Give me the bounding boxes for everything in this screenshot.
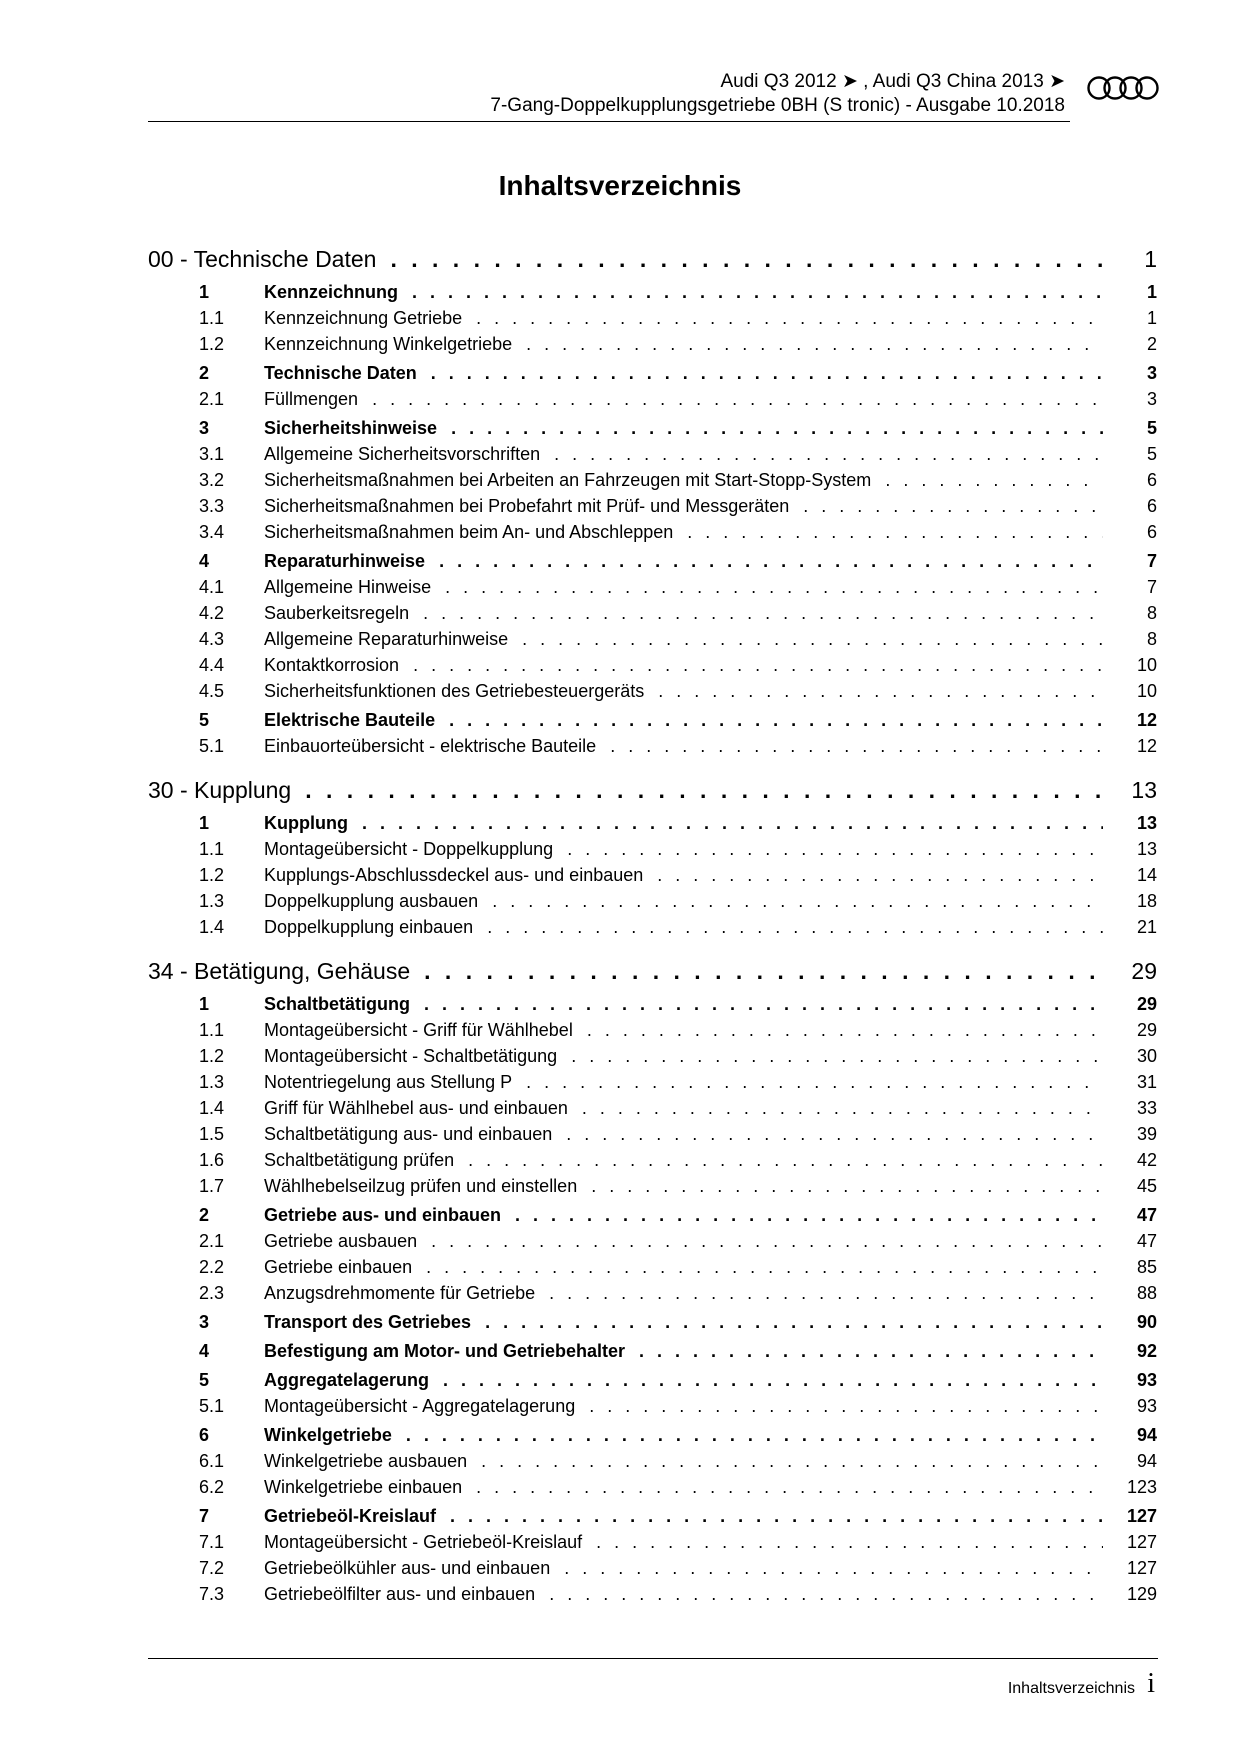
toc-entry-number: 2.1 xyxy=(199,389,225,409)
toc-entry-number: 1.1 xyxy=(199,839,225,859)
toc-entry-page: 6 xyxy=(1146,470,1157,490)
toc-entry-number: 1.3 xyxy=(199,891,225,911)
toc-dot-leader xyxy=(587,1017,1103,1043)
toc-entry-title: Allgemeine Sicherheitsvorschriften xyxy=(264,444,541,464)
toc-dot-leader xyxy=(591,1173,1103,1199)
toc-dot-leader xyxy=(390,242,1103,276)
toc-entry-number: 1.5 xyxy=(199,1124,225,1144)
chapter-gap xyxy=(148,759,1157,769)
toc-sect2-entry[interactable] xyxy=(148,1555,1157,1581)
toc-entry-number: 1.3 xyxy=(199,1072,225,1092)
toc-entry-number: 6.2 xyxy=(199,1477,225,1497)
toc-dot-leader xyxy=(443,1367,1103,1393)
toc-sect2-entry[interactable] xyxy=(148,914,1157,940)
toc-entry-number: 2.2 xyxy=(199,1257,225,1277)
toc-entry-title: Anzugsdrehmomente für Getriebe xyxy=(264,1283,536,1303)
toc-dot-leader xyxy=(481,1448,1103,1474)
header-vehicle-line: Audi Q3 2012 ➤ , Audi Q3 China 2013 ➤ xyxy=(720,71,1065,92)
toc-dot-leader xyxy=(492,888,1103,914)
toc-entry-title: Winkelgetriebe xyxy=(264,1425,392,1445)
toc-entry-title: Sauberkeitsregeln xyxy=(264,603,410,623)
toc-sect1-entry[interactable] xyxy=(148,1202,1157,1228)
toc-sect2-entry[interactable] xyxy=(148,467,1157,493)
toc-chapter-entry[interactable] xyxy=(148,773,1157,807)
toc-entry-page: 8 xyxy=(1146,629,1157,649)
toc-sect2-entry[interactable] xyxy=(148,626,1157,652)
toc-dot-leader xyxy=(406,1422,1103,1448)
toc-entry-page: 127 xyxy=(1126,1558,1157,1578)
toc-sect2-entry[interactable] xyxy=(148,1069,1157,1095)
toc-entry-page: 85 xyxy=(1136,1257,1157,1277)
toc-entry-page: 10 xyxy=(1136,681,1157,701)
toc-sect2-entry[interactable] xyxy=(148,836,1157,862)
toc-dot-leader xyxy=(424,954,1103,988)
toc-entry-page: 1 xyxy=(1146,282,1157,302)
toc-dot-leader xyxy=(526,331,1103,357)
toc-entry-title: Befestigung am Motor- und Getriebehalter xyxy=(264,1341,626,1361)
toc-entry-title: Montageübersicht - Schaltbetätigung xyxy=(264,1046,558,1066)
toc-chapter-entry[interactable] xyxy=(148,954,1157,988)
toc-dot-leader xyxy=(372,386,1103,412)
toc-entry-number: 7.1 xyxy=(199,1532,225,1552)
toc-entry-page: 12 xyxy=(1136,710,1157,730)
toc-entry-number: 4.2 xyxy=(199,603,225,623)
footer-label: Inhaltsverzeichnis xyxy=(1007,1680,1135,1697)
toc-entry-page: 47 xyxy=(1136,1205,1157,1225)
toc-dot-leader xyxy=(476,1474,1103,1500)
toc-entry-title: Allgemeine Hinweise xyxy=(264,577,432,597)
toc-sect1-entry[interactable] xyxy=(148,1422,1157,1448)
toc-sect1-entry[interactable] xyxy=(148,1309,1157,1335)
toc-entry-page: 39 xyxy=(1136,1124,1157,1144)
toc-entry-number: 4 xyxy=(199,551,210,571)
toc-entry-number: 5.1 xyxy=(199,1396,225,1416)
toc-entry-title: Kontaktkorrosion xyxy=(264,655,400,675)
toc-entry-number: 1 xyxy=(199,282,210,302)
toc-entry-number: 5.1 xyxy=(199,736,225,756)
toc-dot-leader xyxy=(476,305,1103,331)
toc-dot-leader xyxy=(412,279,1103,305)
toc-sect2-entry[interactable] xyxy=(148,652,1157,678)
toc-entry-number: 1.7 xyxy=(199,1176,225,1196)
toc-entry-title: Doppelkupplung ausbauen xyxy=(264,891,479,911)
toc-chapter-entry[interactable] xyxy=(148,242,1157,276)
footer-divider xyxy=(148,1658,1158,1659)
toc-entry-title: Montageübersicht - Aggregatelagerung xyxy=(264,1396,576,1416)
toc-sect2-entry[interactable] xyxy=(148,493,1157,519)
toc-dot-leader xyxy=(468,1147,1103,1173)
toc-sect2-entry[interactable] xyxy=(148,574,1157,600)
toc-entry-title: Getriebeölfilter aus- und einbauen xyxy=(264,1584,536,1604)
toc-dot-leader xyxy=(515,1202,1103,1228)
toc-entry-title: Sicherheitsmaßnahmen bei Probefahrt mit Prüf- und Messgeräten xyxy=(264,496,790,516)
toc-entry-number: 4 xyxy=(199,1341,210,1361)
toc-sect1-entry[interactable] xyxy=(148,548,1157,574)
toc-sect2-entry[interactable] xyxy=(148,441,1157,467)
toc-entry-page: 94 xyxy=(1136,1451,1157,1471)
toc-dot-leader xyxy=(439,548,1103,574)
toc-sect1-entry[interactable] xyxy=(148,707,1157,733)
footer-page-number: i xyxy=(1147,1668,1155,1699)
toc-sect1-entry[interactable] xyxy=(148,415,1157,441)
toc-entry-number: 3 xyxy=(199,1312,210,1332)
toc-sect1-entry[interactable] xyxy=(148,279,1157,305)
toc-entry-number: 3.4 xyxy=(199,522,225,542)
toc-sect2-entry[interactable] xyxy=(148,678,1157,704)
toc-entry-number: 1.2 xyxy=(199,334,225,354)
toc-entry-title: Sicherheitshinweise xyxy=(264,418,438,438)
toc-dot-leader xyxy=(424,991,1103,1017)
toc-entry-page: 90 xyxy=(1136,1312,1157,1332)
toc-entry-page: 6 xyxy=(1146,522,1157,542)
toc-dot-leader xyxy=(526,1069,1103,1095)
toc-sect1-entry[interactable] xyxy=(148,991,1157,1017)
toc-entry-title: Schaltbetätigung xyxy=(264,994,411,1014)
toc-entry-title: Montageübersicht - Getriebeöl-Kreislauf xyxy=(264,1532,583,1552)
toc-dot-leader xyxy=(567,836,1103,862)
toc-entry-title: Einbauorteübersicht - elektrische Bauteile xyxy=(264,736,597,756)
toc-dot-leader xyxy=(413,652,1103,678)
header-divider xyxy=(148,121,1070,122)
toc-dot-leader xyxy=(487,914,1103,940)
toc-entry-number: 1 xyxy=(199,994,210,1014)
toc-entry-page: 7 xyxy=(1146,577,1157,597)
toc-dot-leader xyxy=(658,678,1103,704)
toc-sect2-entry[interactable] xyxy=(148,519,1157,545)
toc-entry-number: 3.3 xyxy=(199,496,225,516)
toc-entry-number: 4.3 xyxy=(199,629,225,649)
toc-entry-page: 1 xyxy=(1144,246,1157,272)
toc-entry-title: Montageübersicht - Griff für Wählhebel xyxy=(264,1020,573,1040)
toc-dot-leader xyxy=(687,519,1103,545)
toc-entry-page: 6 xyxy=(1146,496,1157,516)
toc-entry-page: 13 xyxy=(1131,777,1157,803)
toc-sect2-entry[interactable] xyxy=(148,1529,1157,1555)
toc-entry-number: 1.1 xyxy=(199,1020,225,1040)
toc-entry-title: Montageübersicht - Doppelkupplung xyxy=(264,839,554,859)
toc-entry-page: 2 xyxy=(1146,334,1157,354)
toc-entry-title: Kupplungs-Abschlussdeckel aus- und einbauen xyxy=(264,865,644,885)
toc-entry-title: Sicherheitsfunktionen des Getriebesteuergeräts xyxy=(264,681,645,701)
toc-entry-title: Allgemeine Reparaturhinweise xyxy=(264,629,509,649)
toc-entry-number: 2.3 xyxy=(199,1283,225,1303)
toc-entry-number: 3 xyxy=(199,418,210,438)
page-title: Inhaltsverzeichnis xyxy=(498,170,742,201)
toc-dot-leader xyxy=(305,773,1103,807)
toc-entry-title: Griff für Wählhebel aus- und einbauen xyxy=(264,1098,568,1118)
toc-entry-page: 129 xyxy=(1126,1584,1157,1604)
header-manual-line: 7-Gang-Doppelkupplungsgetriebe 0BH (S tronic) - Ausgabe 10.2018 xyxy=(490,95,1065,116)
toc-sect1-entry[interactable] xyxy=(148,1367,1157,1393)
toc-dot-leader xyxy=(657,862,1103,888)
toc-sect2-entry[interactable] xyxy=(148,1173,1157,1199)
toc-entry-title: Winkelgetriebe ausbauen xyxy=(264,1451,468,1471)
toc-entry-number: 1.1 xyxy=(199,308,225,328)
toc-sect2-entry[interactable] xyxy=(148,1581,1157,1607)
toc-entry-title: 00 - Technische Daten xyxy=(148,246,377,272)
toc-dot-leader xyxy=(431,360,1103,386)
toc-entry-number: 5 xyxy=(199,710,210,730)
toc-entry-number: 1.2 xyxy=(199,1046,225,1066)
toc-sect2-entry[interactable] xyxy=(148,1280,1157,1306)
toc-entry-page: 47 xyxy=(1136,1231,1157,1251)
chapter-gap xyxy=(148,940,1157,950)
toc-dot-leader xyxy=(564,1555,1103,1581)
toc-entry-number: 2 xyxy=(199,363,210,383)
toc-entry-number: 4.4 xyxy=(199,655,225,675)
toc-entry-page: 5 xyxy=(1146,444,1157,464)
toc-entry-page: 33 xyxy=(1136,1098,1157,1118)
toc-sect2-entry[interactable] xyxy=(148,1254,1157,1280)
toc-entry-page: 93 xyxy=(1136,1396,1157,1416)
toc-entry-page: 13 xyxy=(1136,839,1157,859)
toc-entry-number: 2.1 xyxy=(199,1231,225,1251)
toc-entry-number: 6 xyxy=(199,1425,210,1445)
toc-dot-leader xyxy=(554,441,1103,467)
toc-entry-page: 1 xyxy=(1146,308,1157,328)
toc-sect2-entry[interactable] xyxy=(148,386,1157,412)
toc-dot-leader xyxy=(449,707,1103,733)
toc-entry-title: Schaltbetätigung prüfen xyxy=(264,1150,455,1170)
toc-entry-title: Kupplung xyxy=(264,813,348,833)
toc-dot-leader xyxy=(485,1309,1103,1335)
toc-entry-number: 1.4 xyxy=(199,917,225,937)
toc-entry-number: 5 xyxy=(199,1370,210,1390)
toc-entry-number: 3.1 xyxy=(199,444,225,464)
toc-entry-page: 30 xyxy=(1136,1046,1157,1066)
toc-dot-leader xyxy=(426,1254,1103,1280)
toc-sect1-entry[interactable] xyxy=(148,1503,1157,1529)
toc-entry-title: 34 - Betätigung, Gehäuse xyxy=(148,958,411,984)
toc-sect2-entry[interactable] xyxy=(148,331,1157,357)
toc-sect2-entry[interactable] xyxy=(148,888,1157,914)
toc-entry-number: 3.2 xyxy=(199,470,225,490)
toc-entry-title: Getriebe aus- und einbauen xyxy=(264,1205,502,1225)
toc-entry-page: 29 xyxy=(1131,958,1157,984)
toc-entry-page: 93 xyxy=(1136,1370,1157,1390)
toc-dot-leader xyxy=(445,574,1103,600)
toc-entry-page: 42 xyxy=(1136,1150,1157,1170)
toc-entry-title: 30 - Kupplung xyxy=(148,777,292,803)
toc-entry-page: 29 xyxy=(1136,994,1157,1014)
toc-entry-title: Sicherheitsmaßnahmen beim An- und Abschleppen xyxy=(264,522,674,542)
toc-entry-page: 14 xyxy=(1136,865,1157,885)
toc-entry-title: Sicherheitsmaßnahmen bei Arbeiten an Fahrzeugen mit Start-Stopp-System xyxy=(264,470,872,490)
toc-entry-title: Getriebe ausbauen xyxy=(264,1231,418,1251)
toc-entry-number: 6.1 xyxy=(199,1451,225,1471)
toc-entry-title: Technische Daten xyxy=(264,363,417,383)
toc-sect2-entry[interactable] xyxy=(148,1228,1157,1254)
toc-entry-title: Doppelkupplung einbauen xyxy=(264,917,474,937)
toc-entry-title: Aggregatelagerung xyxy=(264,1370,430,1390)
toc-sect2-entry[interactable] xyxy=(148,1095,1157,1121)
toc-sect2-entry[interactable] xyxy=(148,862,1157,888)
toc-entry-number: 1.2 xyxy=(199,865,225,885)
toc-entry-number: 4.1 xyxy=(199,577,225,597)
toc-entry-title: Elektrische Bauteile xyxy=(264,710,436,730)
toc-sect1-entry[interactable] xyxy=(148,360,1157,386)
toc-entry-number: 4.5 xyxy=(199,681,225,701)
toc-entry-title: Getriebeöl-Kreislauf xyxy=(264,1506,437,1526)
toc-entry-title: Getriebe einbauen xyxy=(264,1257,413,1277)
table-of-contents xyxy=(148,238,1157,1607)
toc-dot-leader xyxy=(582,1095,1103,1121)
toc-entry-page: 31 xyxy=(1136,1072,1157,1092)
toc-entry-title: Transport des Getriebes xyxy=(264,1312,472,1332)
toc-dot-leader xyxy=(803,493,1103,519)
toc-sect2-entry[interactable] xyxy=(148,1393,1157,1419)
toc-entry-number: 1.4 xyxy=(199,1098,225,1118)
toc-dot-leader xyxy=(610,733,1103,759)
toc-sect2-entry[interactable] xyxy=(148,1448,1157,1474)
toc-entry-number: 1.6 xyxy=(199,1150,225,1170)
toc-dot-leader xyxy=(451,415,1103,441)
toc-sect2-entry[interactable] xyxy=(148,600,1157,626)
toc-sect2-entry[interactable] xyxy=(148,733,1157,759)
toc-sect1-entry[interactable] xyxy=(148,810,1157,836)
toc-entry-page: 45 xyxy=(1136,1176,1157,1196)
toc-dot-leader xyxy=(589,1393,1103,1419)
audi-rings-logo-icon xyxy=(1086,75,1160,101)
toc-entry-page: 18 xyxy=(1136,891,1157,911)
toc-sect2-entry[interactable] xyxy=(148,1147,1157,1173)
toc-entry-page: 10 xyxy=(1136,655,1157,675)
toc-entry-number: 7.2 xyxy=(199,1558,225,1578)
toc-entry-number: 2 xyxy=(199,1205,210,1225)
toc-dot-leader xyxy=(596,1529,1103,1555)
toc-entry-page: 8 xyxy=(1146,603,1157,623)
toc-entry-number: 7 xyxy=(199,1506,210,1526)
toc-entry-title: Kennzeichnung xyxy=(264,282,398,302)
toc-entry-page: 88 xyxy=(1136,1283,1157,1303)
toc-dot-leader xyxy=(362,810,1103,836)
toc-entry-page: 29 xyxy=(1136,1020,1157,1040)
toc-entry-title: Füllmengen xyxy=(264,389,359,409)
toc-entry-title: Kennzeichnung Winkelgetriebe xyxy=(264,334,513,354)
toc-entry-page: 5 xyxy=(1146,418,1157,438)
toc-dot-leader xyxy=(431,1228,1103,1254)
toc-dot-leader xyxy=(885,467,1103,493)
toc-entry-page: 3 xyxy=(1146,363,1157,383)
toc-sect2-entry[interactable] xyxy=(148,1017,1157,1043)
toc-dot-leader xyxy=(571,1043,1103,1069)
toc-entry-title: Notentriegelung aus Stellung P xyxy=(264,1072,513,1092)
toc-dot-leader xyxy=(566,1121,1103,1147)
toc-sect2-entry[interactable] xyxy=(148,1121,1157,1147)
toc-entry-title: Reparaturhinweise xyxy=(264,551,426,571)
toc-sect2-entry[interactable] xyxy=(148,305,1157,331)
toc-entry-page: 12 xyxy=(1136,736,1157,756)
toc-entry-title: Winkelgetriebe einbauen xyxy=(264,1477,463,1497)
toc-dot-leader xyxy=(450,1503,1103,1529)
toc-entry-page: 94 xyxy=(1136,1425,1157,1445)
toc-entry-page: 13 xyxy=(1136,813,1157,833)
toc-entry-page: 3 xyxy=(1146,389,1157,409)
toc-entry-title: Wählhebelseilzug prüfen und einstellen xyxy=(264,1176,578,1196)
toc-dot-leader xyxy=(522,626,1103,652)
toc-entry-title: Getriebeölkühler aus- und einbauen xyxy=(264,1558,551,1578)
document-header xyxy=(490,70,1065,118)
toc-dot-leader xyxy=(549,1280,1103,1306)
toc-sect2-entry[interactable] xyxy=(148,1043,1157,1069)
toc-entry-page: 7 xyxy=(1146,551,1157,571)
toc-dot-leader xyxy=(639,1338,1103,1364)
toc-entry-title: Kennzeichnung Getriebe xyxy=(264,308,463,328)
toc-entry-number: 7.3 xyxy=(199,1584,225,1604)
toc-entry-page: 127 xyxy=(1126,1506,1157,1526)
toc-entry-page: 123 xyxy=(1126,1477,1157,1497)
toc-dot-leader xyxy=(423,600,1103,626)
toc-entry-number: 1 xyxy=(199,813,210,833)
toc-entry-page: 92 xyxy=(1136,1341,1157,1361)
toc-entry-title: Schaltbetätigung aus- und einbauen xyxy=(264,1124,553,1144)
toc-sect2-entry[interactable] xyxy=(148,1474,1157,1500)
toc-entry-page: 21 xyxy=(1136,917,1157,937)
toc-entry-page: 127 xyxy=(1126,1532,1157,1552)
toc-dot-leader xyxy=(549,1581,1103,1607)
toc-sect1-entry[interactable] xyxy=(148,1338,1157,1364)
